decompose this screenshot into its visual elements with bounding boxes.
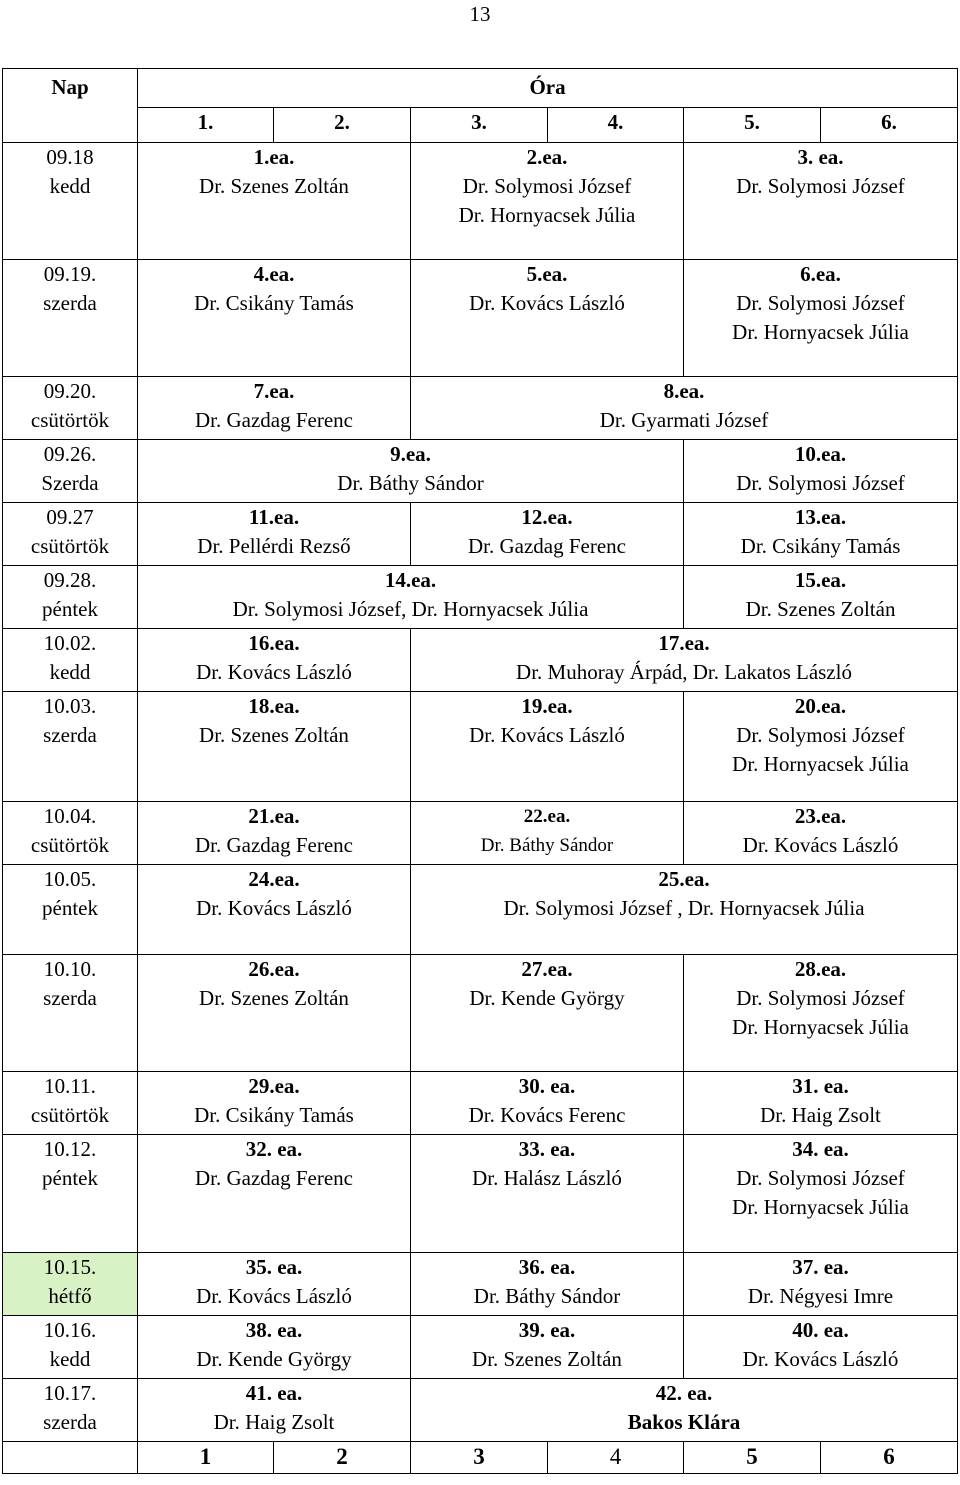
day-cell (3, 1135, 138, 1253)
lecture-number: 17.ea. (658, 631, 710, 655)
lecture-number: 16.ea. (248, 631, 300, 655)
table-row (3, 802, 958, 865)
weekday-label: csütörtök (30, 1103, 110, 1127)
weekday-label: péntek (42, 1166, 98, 1190)
table-row (3, 503, 958, 566)
lecturer: Dr. Hornyacsek Júlia (732, 752, 909, 776)
day-cell (3, 629, 138, 692)
slot-header: 4. (548, 108, 684, 143)
slot-header: 3. (411, 108, 548, 143)
lecturer: Dr. Muhoray Árpád, Dr. Lakatos László (516, 660, 852, 684)
lecture-cell (684, 1316, 958, 1379)
table-row (3, 260, 958, 377)
schedule-table (2, 68, 958, 1474)
weekday-label: péntek (42, 896, 98, 920)
lecture-cell (411, 1135, 684, 1253)
lecturer: Dr. Szenes Zoltán (199, 174, 349, 198)
lecturer: Dr. Solymosi József (736, 174, 905, 198)
day-cell (3, 143, 138, 260)
weekday-label: kedd (49, 660, 91, 684)
weekday-label: csütörtök (30, 833, 110, 857)
lecture-number: 4.ea. (253, 262, 295, 286)
lecture-number: 25.ea. (658, 867, 710, 891)
lecturer: Dr. Solymosi József (736, 986, 905, 1010)
lecturer: Dr. Solymosi József (736, 291, 905, 315)
date-label: 09.26. (43, 442, 97, 466)
lecturer: Dr. Kovács Ferenc (468, 1103, 626, 1127)
lecture-cell (684, 692, 958, 802)
lecture-cell (411, 692, 684, 802)
lecturer: Dr. Gazdag Ferenc (194, 1166, 353, 1190)
lecturer: Dr. Solymosi József (462, 174, 632, 198)
lecture-cell (138, 143, 411, 260)
lecture-number: 36. ea. (518, 1255, 576, 1279)
lecturer: Dr. Szenes Zoltán (472, 1347, 622, 1371)
date-label: 09.20. (43, 379, 97, 403)
date-label: 09.19. (43, 262, 97, 286)
lecturer: Dr. Halász László (472, 1166, 622, 1190)
slot-header: 5. (684, 108, 821, 143)
lecturer: Dr. Kovács László (196, 660, 352, 684)
lecture-cell (684, 1135, 958, 1253)
day-cell (3, 1316, 138, 1379)
date-label: 10.10. (43, 957, 97, 981)
lecture-cell (138, 566, 684, 629)
lecture-cell (684, 1072, 958, 1135)
lecture-number: 22.ea. (523, 806, 571, 827)
lecturer: Dr. Hornyacsek Júlia (732, 320, 909, 344)
date-label: 10.02. (43, 631, 97, 655)
weekday-label: hétfő (48, 1284, 92, 1308)
lecturer: Dr. Kovács László (742, 833, 899, 857)
lecture-cell (138, 1253, 411, 1316)
table-row (3, 629, 958, 692)
lecture-number: 1.ea. (253, 145, 295, 169)
lecturer: Dr. Solymosi József (736, 471, 905, 495)
day-cell (3, 955, 138, 1072)
date-label: 10.11. (44, 1074, 96, 1098)
lecture-number: 29.ea. (248, 1074, 300, 1098)
table-row (3, 566, 958, 629)
lecturer: Dr. Hornyacsek Júlia (732, 1195, 909, 1219)
date-label: 09.28. (43, 568, 97, 592)
lecture-cell (138, 1135, 411, 1253)
table-row (3, 143, 958, 260)
table-row (3, 955, 958, 1072)
lecture-cell (411, 955, 684, 1072)
lecturer: Dr. Szenes Zoltán (199, 986, 349, 1010)
lecture-number: 39. ea. (518, 1318, 576, 1342)
lecture-number: 35. ea. (245, 1255, 303, 1279)
lecturer: Dr. Gazdag Ferenc (467, 534, 626, 558)
lecture-cell (411, 802, 684, 865)
lecture-cell (411, 1253, 684, 1316)
day-cell (3, 802, 138, 865)
slot-header-row (3, 108, 958, 143)
lecturer: Dr. Kovács László (469, 723, 625, 747)
table-row (3, 692, 958, 802)
footer-slot: 6 (821, 1442, 958, 1474)
date-label: 10.05. (43, 867, 97, 891)
lecturer: Dr. Gazdag Ferenc (194, 833, 353, 857)
lecturer: Dr. Haig Zsolt (760, 1103, 881, 1127)
lecture-number: 40. ea. (792, 1318, 849, 1342)
lecture-number: 32. ea. (245, 1137, 303, 1161)
lecture-cell (684, 143, 958, 260)
lecture-number: 8.ea. (663, 379, 705, 403)
lecture-number: 18.ea. (248, 694, 300, 718)
lecturer: Dr. Kovács László (196, 1284, 352, 1308)
footer-empty-cell (3, 1442, 138, 1474)
date-label: 10.17. (43, 1381, 97, 1405)
lecturer: Dr. Hornyacsek Júlia (732, 1015, 909, 1039)
lecturer: Dr. Solymosi József (736, 723, 905, 747)
lecturer: Dr. Szenes Zoltán (745, 597, 896, 621)
footer-row (3, 1442, 958, 1474)
table-row (3, 865, 958, 955)
lecture-number: 19.ea. (521, 694, 573, 718)
lecture-number: 42. ea. (655, 1381, 713, 1405)
lecture-cell (138, 1072, 411, 1135)
lecture-cell (411, 377, 958, 440)
lecture-cell (684, 1253, 958, 1316)
lecture-cell (684, 802, 958, 865)
lecturer: Dr. Gyarmati József (599, 408, 769, 432)
lecture-number: 14.ea. (384, 568, 437, 592)
lecturer: Dr. Kovács László (742, 1347, 899, 1371)
lecture-cell (138, 503, 411, 566)
slot-header: 1. (138, 108, 274, 143)
lecture-number: 6.ea. (800, 262, 841, 286)
lecture-cell (411, 260, 684, 377)
lecture-number: 12.ea. (521, 505, 573, 529)
lecture-cell (684, 955, 958, 1072)
weekday-label: kedd (49, 1347, 91, 1371)
lecture-number: 41. ea. (245, 1381, 303, 1405)
table-row (3, 1316, 958, 1379)
slot-header: 6. (821, 108, 958, 143)
lecture-number: 10.ea. (794, 442, 847, 466)
weekday-label: kedd (49, 174, 91, 198)
lecturer: Dr. Csikány Tamás (194, 1103, 354, 1127)
lecture-cell (684, 260, 958, 377)
table-row (3, 1072, 958, 1135)
lecture-number: 13.ea. (794, 505, 847, 529)
weekday-label: Szerda (41, 471, 99, 495)
weekday-label: szerda (43, 1410, 97, 1434)
lecture-number: 5.ea. (526, 262, 568, 286)
lecture-cell (138, 260, 411, 377)
weekday-label: csütörtök (30, 408, 110, 432)
lecture-number: 20.ea. (794, 694, 847, 718)
lecture-cell (138, 1379, 411, 1442)
date-label: 10.04. (43, 804, 97, 828)
date-label: 10.15. (43, 1255, 97, 1279)
lecturer: Dr. Kovács László (469, 291, 625, 315)
lecturer: Dr. Gazdag Ferenc (194, 408, 353, 432)
day-cell-highlighted (3, 1253, 138, 1316)
day-cell (3, 1379, 138, 1442)
lecturer: Dr. Kende György (469, 986, 625, 1010)
day-cell (3, 692, 138, 802)
weekday-label: szerda (43, 986, 97, 1010)
lecture-cell (138, 802, 411, 865)
table-row (3, 377, 958, 440)
lecturer: Dr. Solymosi József, Dr. Hornyacsek Júlia (232, 597, 589, 621)
lecture-number: 2.ea. (526, 145, 568, 169)
lecture-number: 31. ea. (792, 1074, 849, 1098)
lecture-number: 30. ea. (518, 1074, 576, 1098)
date-label: 10.12. (43, 1137, 97, 1161)
lecturer: Dr. Szenes Zoltán (199, 723, 349, 747)
date-label: 09.18 (46, 145, 94, 169)
lecturer: Dr. Báthy Sándor (473, 1284, 621, 1308)
lecturer: Dr. Solymosi József , Dr. Hornyacsek Júlia (503, 896, 865, 920)
lecture-cell (411, 1072, 684, 1135)
lecture-number: 7.ea. (253, 379, 295, 403)
table-row (3, 440, 958, 503)
lecture-cell (411, 865, 958, 955)
lecture-cell (411, 1316, 684, 1379)
lecturer: Dr. Csikány Tamás (740, 534, 901, 558)
lecture-number: 34. ea. (792, 1137, 849, 1161)
lecture-cell (138, 377, 411, 440)
lecture-cell (411, 143, 684, 260)
lecture-cell (138, 692, 411, 802)
lecturer: Bakos Klára (627, 1410, 741, 1434)
lecture-cell (411, 503, 684, 566)
lecturer: Dr. Báthy Sándor (480, 835, 614, 856)
lecture-cell (138, 865, 411, 955)
lecture-cell (138, 440, 684, 503)
lecture-number: 23.ea. (794, 804, 847, 828)
lecture-number: 38. ea. (245, 1318, 303, 1342)
table-row (3, 1135, 958, 1253)
lecturer: Dr. Báthy Sándor (337, 471, 484, 495)
day-cell (3, 260, 138, 377)
lecturer: Dr. Négyesi Imre (747, 1284, 894, 1308)
lecturer: Dr. Kende György (196, 1347, 352, 1371)
date-label: 09.27 (46, 505, 94, 529)
hour-header: Óra (138, 69, 958, 108)
footer-slot: 2 (274, 1442, 411, 1474)
date-label: 10.03. (43, 694, 97, 718)
weekday-label: szerda (43, 723, 97, 747)
lecture-number: 37. ea. (792, 1255, 849, 1279)
day-cell (3, 377, 138, 440)
lecture-number: 33. ea. (518, 1137, 576, 1161)
header-row (3, 69, 958, 108)
lecturer: Dr. Pellérdi Rezső (197, 534, 351, 558)
day-cell (3, 865, 138, 955)
lecture-cell (411, 1379, 958, 1442)
lecture-number: 9.ea. (390, 442, 431, 466)
lecture-number: 21.ea. (248, 804, 300, 828)
weekday-label: szerda (43, 291, 97, 315)
day-cell (3, 440, 138, 503)
slot-header: 2. (274, 108, 411, 143)
lecturer: Dr. Csikány Tamás (194, 291, 354, 315)
lecturer: Dr. Solymosi József (736, 1166, 905, 1190)
lecture-number: 3. ea. (797, 145, 844, 169)
lecture-cell (138, 955, 411, 1072)
lecture-cell (684, 503, 958, 566)
footer-slot: 1 (138, 1442, 274, 1474)
lecture-cell (411, 629, 958, 692)
lecture-cell (138, 1316, 411, 1379)
day-cell (3, 503, 138, 566)
footer-slot: 4 (548, 1442, 684, 1474)
lecture-number: 11.ea. (248, 505, 300, 529)
lecture-cell (138, 629, 411, 692)
page-number: 13 (469, 2, 491, 26)
day-header: Nap (3, 69, 138, 143)
lecture-number: 28.ea. (794, 957, 847, 981)
lecture-number: 27.ea. (521, 957, 573, 981)
footer-slot: 3 (411, 1442, 548, 1474)
weekday-label: csütörtök (30, 534, 110, 558)
lecture-cell (684, 566, 958, 629)
footer-slot: 5 (684, 1442, 821, 1474)
lecturer: Dr. Haig Zsolt (213, 1410, 335, 1434)
lecturer: Dr. Hornyacsek Júlia (458, 203, 636, 227)
lecture-cell (684, 440, 958, 503)
lecturer: Dr. Kovács László (196, 896, 352, 920)
lecture-number: 24.ea. (248, 867, 300, 891)
day-cell (3, 566, 138, 629)
date-label: 10.16. (43, 1318, 97, 1342)
day-cell (3, 1072, 138, 1135)
table-row (3, 1253, 958, 1316)
lecture-number: 15.ea. (794, 568, 847, 592)
weekday-label: péntek (42, 597, 98, 621)
lecture-number: 26.ea. (248, 957, 300, 981)
table-row (3, 1379, 958, 1442)
